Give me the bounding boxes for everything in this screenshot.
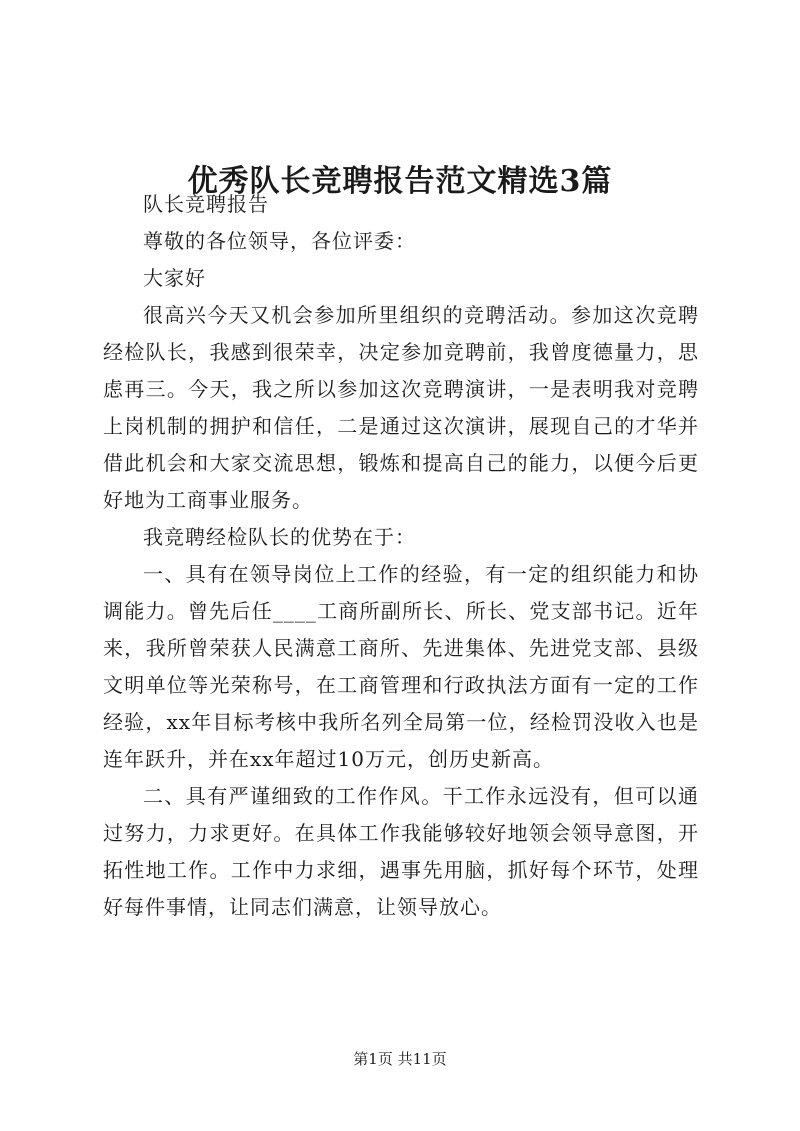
paragraph-salutation: 尊敬的各位领导，各位评委： xyxy=(143,229,416,253)
document-body xyxy=(103,186,699,926)
paragraph-advantages-lead: 我竞聘经检队长的优势在于： xyxy=(143,525,416,549)
paragraph-advantage-two: 二、具有严谨细致的工作作风。干工作永远没有，但可以通过努力，力求更好。在具体工作我能够较好地领会领导意图，开拓性地工作。工作中力求细，遇事先用脑，抓好每个环节，处理好每件事情，让同志们满意，让领导放心。 xyxy=(103,784,699,919)
paragraph-intro: 很高兴今天又机会参加所里组织的竞聘活动。参加这次竞聘经检队长，我感到很荣幸，决定参加竞聘前，我曾度德量力，思虑再三。今天，我之所以参加这次竞聘演讲，一是表明我对竞聘上岗机制的拥护和信任，二是通过这次演讲，展现自己的才华并借此机会和大家交流思想，锻炼和提高自己的能力，以便今后更好地为工商事业服务。 xyxy=(103,303,699,512)
paragraph-heading: 队长竞聘报告 xyxy=(143,192,269,216)
paragraph-greeting: 大家好 xyxy=(143,266,206,290)
document-title: 优秀队长竞聘报告范文精选3篇 xyxy=(187,164,613,200)
page-footer: 第1页 共11页 xyxy=(353,1050,447,1068)
paragraph-advantage-one: 一、具有在领导岗位上工作的经验，有一定的组织能力和协调能力。曾先后任____工商所副所长、所长、党支部书记。近年来，我所曾荣获人民满意工商所、先进集体、先进党支部、县级文明单位等光荣称号，在工商管理和行政执法方面有一定的工作经验，xx年目标考核中我所名列全局第一位，经检罚没收入也是连年跃升，并在xx年超过10万元，创历史新高。 xyxy=(103,562,699,771)
